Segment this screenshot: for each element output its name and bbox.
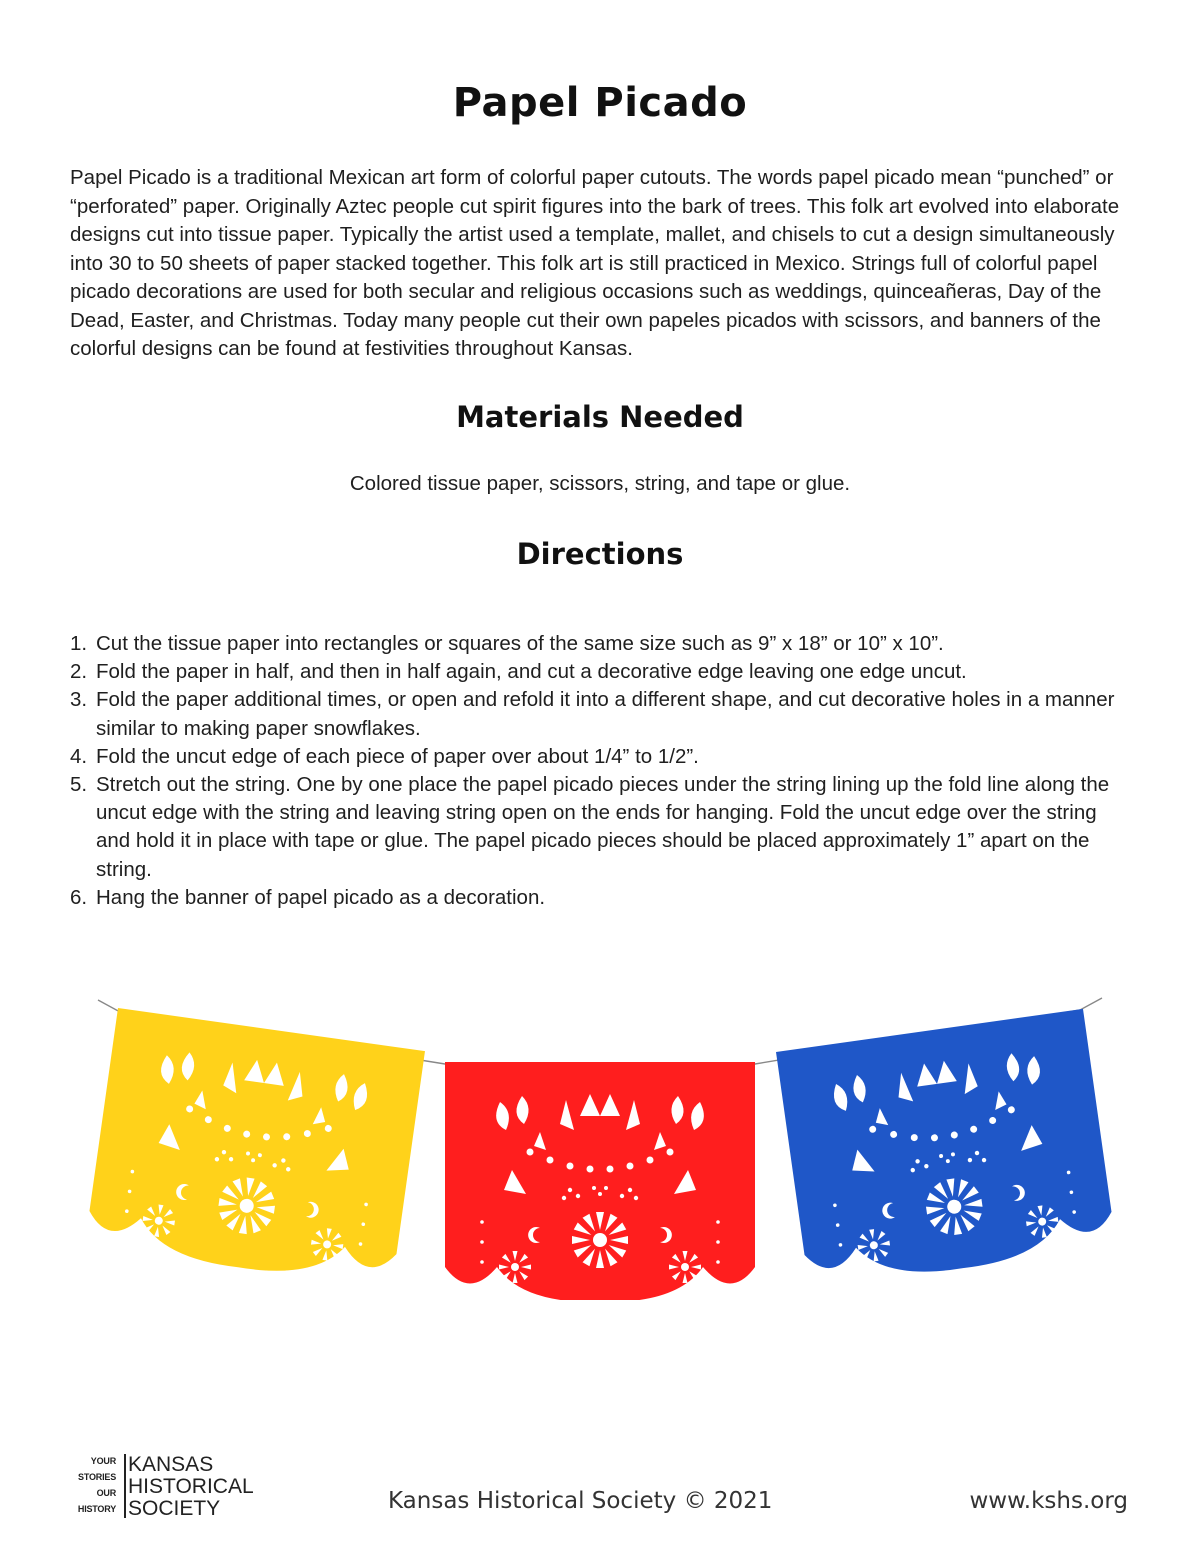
materials-heading: Materials Needed <box>456 400 744 434</box>
directions-heading: Directions <box>516 537 684 571</box>
logo-name-society: SOCIETY <box>128 1497 221 1520</box>
page-title: Papel Picado <box>452 80 748 126</box>
intro-paragraph: Papel Picado is a traditional Mexican art form of colorful paper cutouts. The words papel picado mean “punched” or “perforated” paper. Originally Aztec people cut spirit figures into the bark of trees. This folk art evolved into elaborate designs cut into tissue paper. Typically the artist used a template, mallet, and chisels to cut a design simultaneously into 30 to 50 sheets of paper stacked together. This folk art is still practiced in Mexico. Strings full of colorful papel picado decorations are used for both secular and religious occasions such as weddings, quinceañeras, Day of the Dead, Easter, and Christmas. Today many people cut their own papeles picados with scissors, and banners of the colorful designs can be found at festivities throughout Kansas. <box>70 166 1120 360</box>
footer-website: www.kshs.org <box>969 1488 1128 1514</box>
step-text: Hang the banner of papel picado as a decoration. <box>96 885 546 909</box>
direction-step <box>70 658 1130 686</box>
red-papel-picado <box>445 1062 755 1300</box>
step-text: Fold the paper additional times, or open and refold it into a different shape, and cut decorative holes in a manner similar to making paper snowflakes. <box>96 688 1115 740</box>
blue-papel-picado <box>776 1009 1116 1290</box>
step-text: Stretch out the string. One by one place the papel picado pieces under the string lining up the fold line along the uncut edge with the string and leaving string open on the ends for hanging. Fold the uncut edge over the string and hold it in place with tape or glue. The papel picado pieces should be placed approximately 1” apart on the string. <box>96 773 1110 881</box>
step-number: 2. <box>70 660 88 684</box>
logo-tagline-our: OUR <box>96 1488 116 1498</box>
logo-name-kansas: KANSAS <box>128 1453 214 1476</box>
footer-copyright: Kansas Historical Society © 2021 <box>388 1488 773 1514</box>
step-text: Fold the uncut edge of each piece of paper over about 1/4” to 1/2”. <box>96 744 699 768</box>
step-number: 6. <box>70 885 88 909</box>
step-number: 3. <box>70 688 88 712</box>
directions-list <box>70 630 1130 912</box>
step-number: 4. <box>70 744 88 768</box>
logo-tagline-stories: STORIES <box>78 1472 116 1482</box>
direction-step <box>70 630 1130 658</box>
materials-text: Colored tissue paper, scissors, string, and tape or glue. <box>349 472 851 495</box>
step-text: Cut the tissue paper into rectangles or squares of the same size such as 9” x 18” or 10” x 10”. <box>96 632 944 655</box>
step-text: Fold the paper in half, and then in half again, and cut a decorative edge leaving one edge uncut. <box>96 660 967 684</box>
step-number: 1. <box>70 632 88 655</box>
step-number: 5. <box>70 773 88 797</box>
papel-picado-banner-illustration <box>0 990 1200 1300</box>
logo-divider <box>124 1454 126 1518</box>
direction-step <box>70 686 1130 742</box>
logo-name-historical: HISTORICAL <box>128 1475 254 1498</box>
yellow-papel-picado <box>85 1008 425 1289</box>
logo-tagline-history: HISTORY <box>77 1504 116 1514</box>
direction-step <box>70 743 1130 771</box>
logo-tagline-your: YOUR <box>90 1456 116 1466</box>
direction-step <box>70 884 1130 912</box>
kshs-logo <box>72 1452 262 1522</box>
direction-step <box>70 771 1130 884</box>
